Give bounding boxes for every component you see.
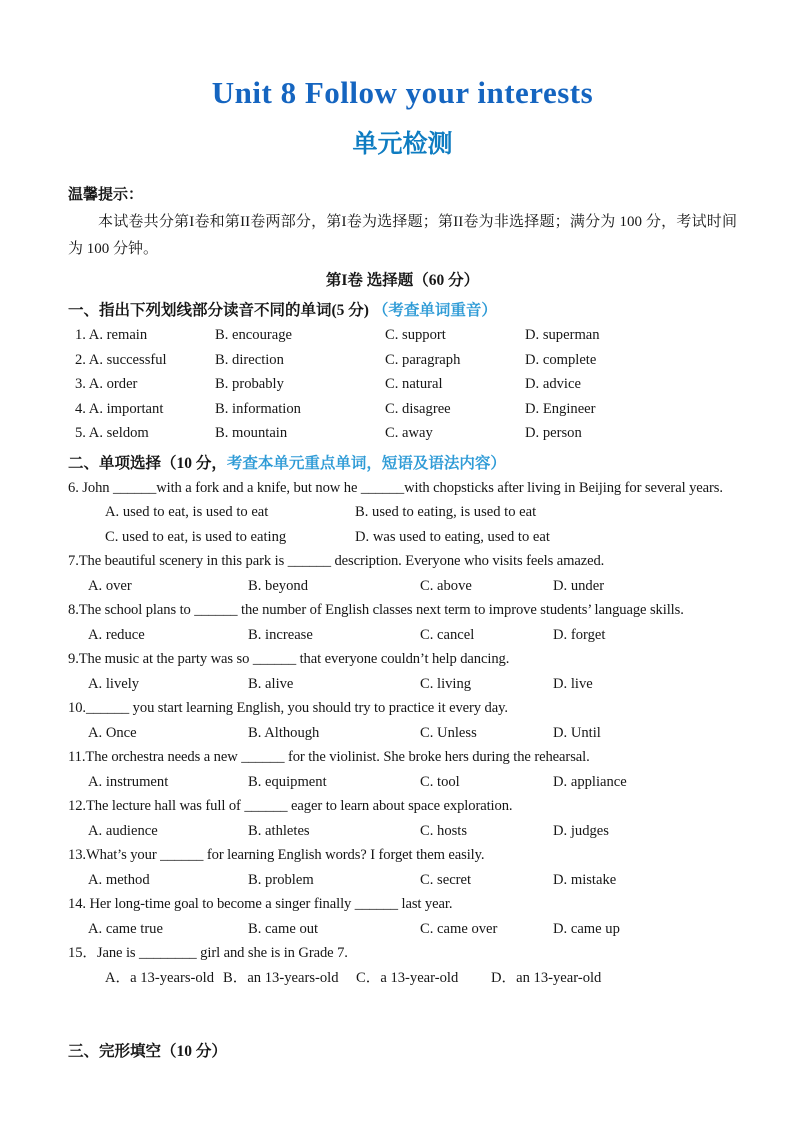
question-stem: 14. Her long-time goal to become a singer finally ______ last year.: [68, 896, 453, 912]
option-cell: A. method: [88, 871, 150, 888]
option-cell: A．a 13-years-old: [105, 969, 215, 986]
option-cell: C. disagree: [385, 400, 451, 417]
option-cell: D. person: [525, 425, 582, 441]
question-6: [68, 476, 737, 550]
doc-subtitle: 单元检测: [352, 131, 453, 158]
option-row: [68, 770, 737, 795]
option-cell: 5. A. seldom: [75, 425, 149, 441]
option-row: [68, 966, 737, 991]
option-cell: C. tool: [420, 773, 460, 790]
option-cell: D．an 13-year-old: [491, 969, 602, 986]
option-cell: B．an 13-years-old: [223, 969, 339, 986]
option-row: [68, 917, 737, 942]
option-cell: C. above: [420, 577, 472, 594]
option-cell: D. mistake: [553, 871, 617, 888]
pronunciation-row-2: [68, 348, 737, 373]
section2-heading-note: 考查本单元重点单词，短语及语法内容）: [226, 454, 506, 472]
option-cell: A. Once: [88, 724, 137, 741]
option-row: [68, 672, 737, 697]
option-cell: C. paragraph: [385, 351, 461, 368]
question-7: [68, 549, 737, 598]
question-stem: 8.The school plans to ______ the number of English classes next term to improve students’ language skills.: [68, 602, 684, 618]
option-cell: C. secret: [420, 871, 472, 888]
option-cell: A. over: [88, 577, 132, 594]
question-14: [68, 892, 737, 941]
option-cell: A. instrument: [88, 773, 169, 790]
question-stem: 10.______ you start learning English, you should try to practice it every day.: [68, 700, 508, 716]
option-cell: C. Unless: [420, 724, 477, 741]
part1-heading: 第I卷 选择题（60 分）: [325, 272, 480, 289]
question-stem: 11.The orchestra needs a new ______ for the violinist. She broke hers during the rehearsal.: [68, 749, 590, 765]
doc-title: Unit 8 Follow your interests: [211, 75, 594, 110]
option-cell: A. came true: [88, 920, 163, 937]
option-cell: A. reduce: [88, 626, 145, 643]
section2-heading: [68, 451, 737, 476]
question-9: [68, 647, 737, 696]
option-cell: D. Until: [553, 724, 601, 741]
option-cell: 1. A. remain: [75, 327, 148, 343]
option-cell: D. came up: [553, 920, 620, 937]
question-stem: 15．Jane is ________ girl and she is in Grade 7.: [68, 945, 348, 961]
option-cell: D. Engineer: [525, 400, 596, 417]
option-cell: C. came over: [420, 920, 498, 937]
option-cell: A. audience: [88, 822, 158, 839]
tips-text: 本试卷共分第I卷和第II卷两部分，第I卷为选择题；第II卷为非选择题；满分为 100 分，考试时间为 100 分钟。: [68, 214, 737, 257]
option-cell: B. probably: [215, 376, 284, 392]
option-cell: D. superman: [525, 327, 600, 343]
option-cell: C. natural: [385, 376, 443, 392]
option-row: [68, 721, 737, 746]
pronunciation-row-3: [68, 372, 737, 397]
option-cell: C. living: [420, 675, 472, 692]
option-cell: C. used to eat, is used to eating: [105, 528, 287, 545]
question-stem: 7.The beautiful scenery in this park is ______ description. Everyone who visits feels amazed.: [68, 553, 605, 569]
option-cell: D. judges: [553, 822, 609, 839]
question-stem: 9.The music at the party was so ______ that everyone couldn’t help dancing.: [68, 651, 510, 667]
question-stem: 12.The lecture hall was full of ______ eager to learn about space exploration.: [68, 798, 513, 814]
option-cell: C. away: [385, 425, 433, 441]
question-11: [68, 745, 737, 794]
option-row: [68, 500, 737, 525]
option-row: [68, 525, 737, 550]
option-cell: B. direction: [215, 351, 284, 368]
option-cell: B. used to eating, is used to eat: [355, 504, 537, 520]
option-cell: B. information: [215, 400, 301, 417]
option-cell: 2. A. successful: [75, 351, 167, 368]
question-stem: 6. John ______with a fork and a knife, but now he ______with chopsticks after living in Beijing for several years.: [68, 479, 723, 496]
option-cell: A. used to eat, is used to eat: [105, 504, 269, 520]
option-cell: 3. A. order: [75, 376, 138, 392]
tips-label: 温馨提示：: [68, 187, 144, 203]
section1-heading-note: （考查单词重音）: [372, 302, 497, 319]
pronunciation-row-4: [68, 397, 737, 422]
pronunciation-row-5: [68, 421, 737, 446]
option-cell: B. equipment: [248, 773, 327, 790]
option-row: [68, 623, 737, 648]
option-cell: A. lively: [88, 675, 140, 692]
option-cell: B. mountain: [215, 425, 288, 441]
option-cell: D. complete: [525, 351, 597, 368]
option-cell: B. athletes: [248, 822, 310, 839]
option-cell: B. Although: [248, 724, 320, 741]
option-cell: C. cancel: [420, 626, 475, 643]
question-10: [68, 696, 737, 745]
option-cell: B. came out: [248, 920, 319, 937]
option-cell: D. advice: [525, 376, 581, 392]
option-cell: D. forget: [553, 626, 606, 643]
option-cell: D. appliance: [553, 773, 627, 790]
option-row: [68, 574, 737, 599]
option-row: [68, 819, 737, 844]
option-cell: 4. A. important: [75, 400, 164, 417]
option-row: [68, 868, 737, 893]
question-stem: 13.What’s your ______ for learning English words? I forget them easily.: [68, 847, 485, 863]
section1-heading-text: 一、指出下列划线部分读音不同的单词(5 分): [68, 302, 373, 319]
pronunciation-row-1: [68, 323, 737, 348]
option-cell: D. under: [553, 577, 605, 594]
option-cell: B. alive: [248, 675, 294, 692]
option-cell: D. live: [553, 675, 593, 692]
section1-heading: [68, 298, 737, 323]
option-cell: B. encourage: [215, 327, 292, 343]
section3-heading: 三、完形填空（10 分）: [68, 1043, 227, 1060]
option-cell: C. support: [385, 327, 446, 343]
option-cell: C．a 13-year-old: [356, 969, 459, 986]
question-13: [68, 843, 737, 892]
question-8: [68, 598, 737, 647]
question-15: [68, 941, 737, 990]
option-cell: B. beyond: [248, 577, 308, 594]
option-cell: D. was used to eating, used to eat: [355, 528, 550, 545]
option-cell: C. hosts: [420, 822, 468, 839]
section2-heading-text: 二、单项选择（10 分，: [68, 454, 227, 472]
option-cell: B. increase: [248, 626, 313, 643]
question-12: [68, 794, 737, 843]
option-cell: B. problem: [248, 871, 314, 888]
